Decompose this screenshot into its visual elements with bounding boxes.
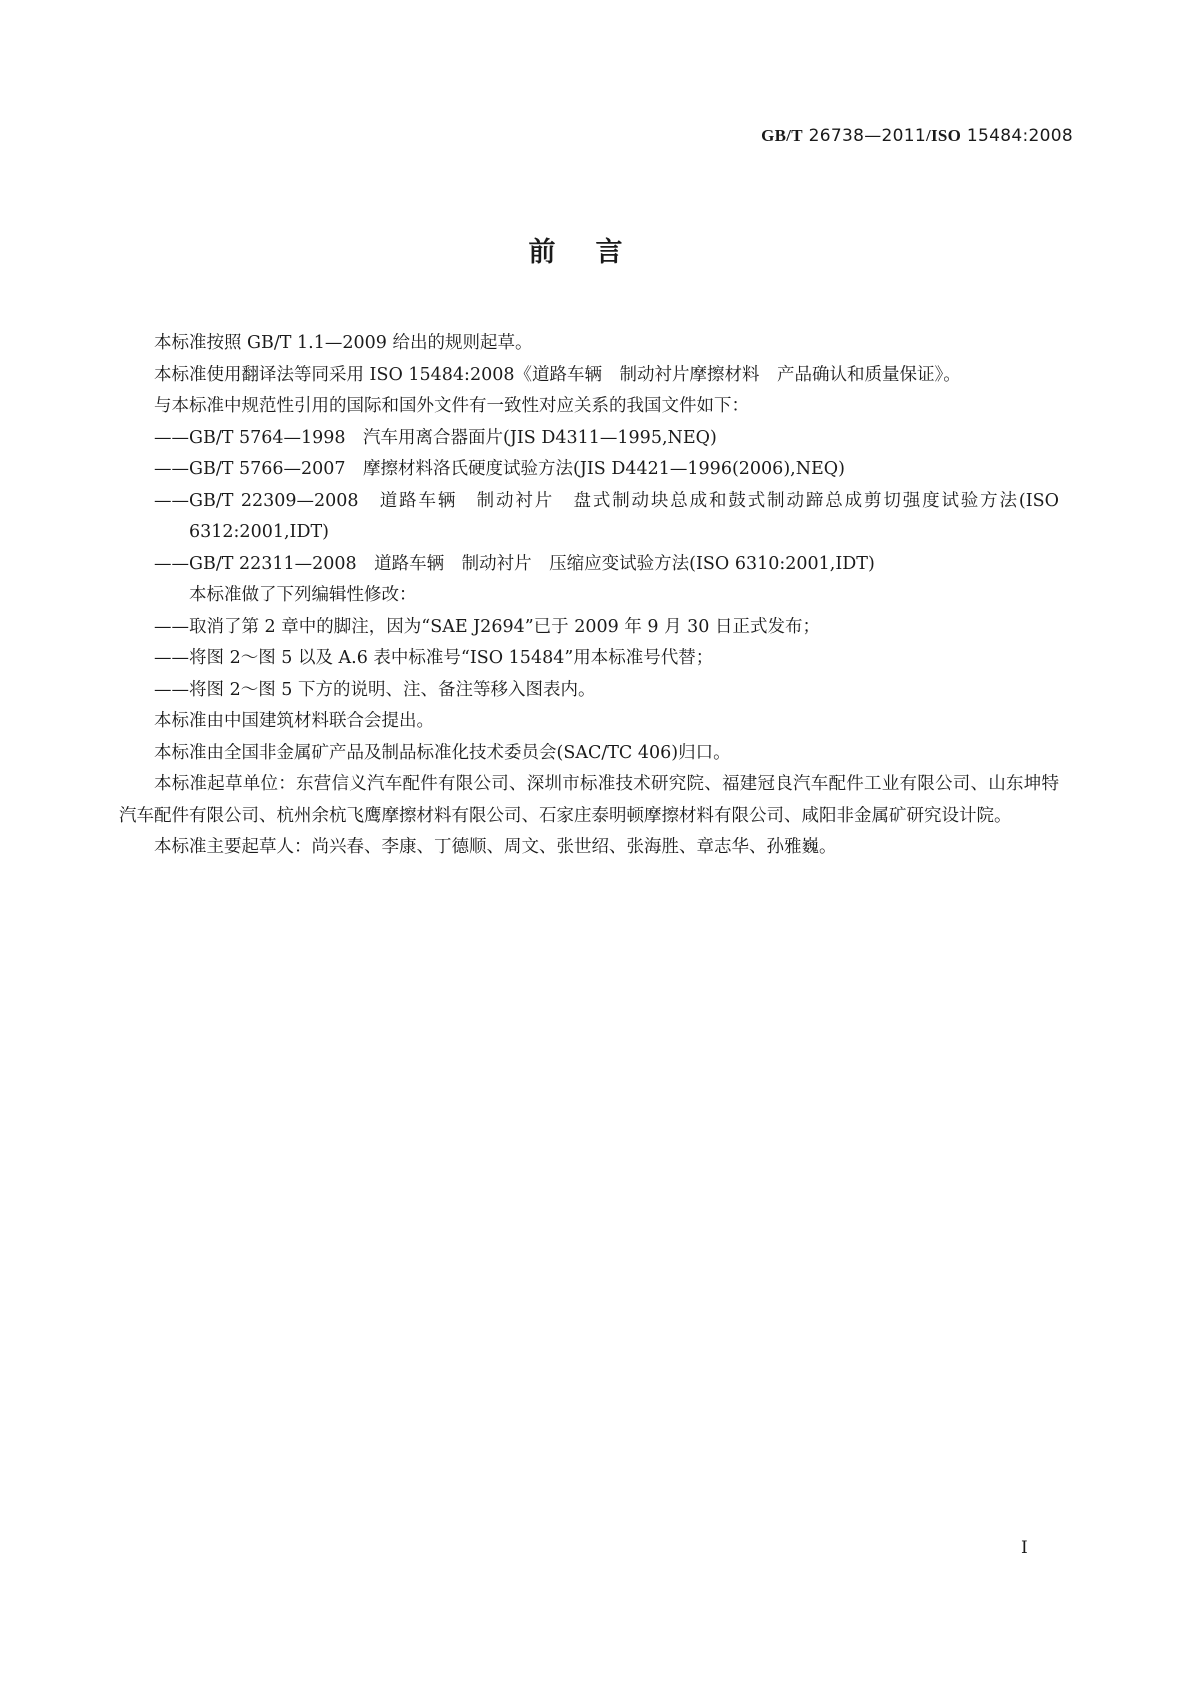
paragraph-drafters: 本标准主要起草人：尚兴春、李康、丁德顺、周文、张世绍、张海胜、章志华、孙雅巍。 (154, 837, 837, 857)
edit-item: ——将图 2～图 5 以及 A.6 表中标准号“ISO 15484”用本标准号代替； (154, 648, 714, 668)
standard-number: 26738—2011 (808, 126, 926, 146)
iso-prefix: ISO (931, 126, 962, 145)
reference-item: ——GB/T 22311—2008 道路车辆 制动衬片 压缩应变试验方法(ISO 6310:2001,IDT) (154, 553, 875, 574)
reference-item: ——GB/T 5766—2007 摩擦材料洛氏硬度试验方法(JIS D4421—1996(2006),NEQ) (154, 459, 845, 479)
paragraph-adoption: 本标准使用翻译法等同采用 ISO 15484:2008《道路车辆 制动衬片摩擦材料 产品确认和质量保证》。 (154, 364, 961, 385)
reference-item: ——GB/T 5764—1998 汽车用离合器面片(JIS D4311—1995,NEQ) (154, 427, 717, 448)
edit-item: ——取消了第 2 章中的脚注，因为“SAE J2694”已于 2009 年 9 月 30 日正式发布； (154, 616, 820, 637)
paragraph-committee: 本标准由全国非金属矿产品及制品标准化技术委员会(SAC/TC 406)归口。 (154, 742, 731, 763)
paragraph-proposer: 本标准由中国建筑材料联合会提出。 (154, 711, 434, 731)
paragraph-references-intro: 与本标准中规范性引用的国际和国外文件有一致性对应关系的我国文件如下： (154, 396, 749, 416)
paragraph-drafting-rules: 本标准按照 GB/T 1.1—2009 给出的规则起草。 (154, 333, 533, 353)
page-title: 前言 (528, 237, 663, 268)
header-separator: / (925, 126, 931, 145)
paragraph-drafting-units: 本标准起草单位：东营信义汽车配件有限公司、深圳市标准技术研究院、福建冠良汽车配件工业有限公司、山东坤特汽车配件有限公司、杭州余杭飞鹰摩擦材料有限公司、石家庄泰明顿摩擦材料有限公司、咸阳非金属矿研究设计院。 (119, 774, 1059, 826)
reference-item: ——GB/T 22309—2008 道路车辆 制动衬片 盘式制动块总成和鼓式制动蹄总成剪切强度试验方法(ISO 6312:2001,IDT) (154, 490, 1059, 542)
edit-item: ——将图 2～图 5 下方的说明、注、备注等移入图表内。 (154, 679, 596, 700)
standard-header (761, 126, 1073, 146)
standard-code-prefix: GB/T (761, 126, 803, 145)
page-number: I (1021, 1538, 1028, 1558)
foreword-body (119, 328, 1059, 864)
iso-number: 15484:2008 (966, 126, 1073, 146)
edits-intro: 本标准做了下列编辑性修改： (189, 585, 417, 605)
